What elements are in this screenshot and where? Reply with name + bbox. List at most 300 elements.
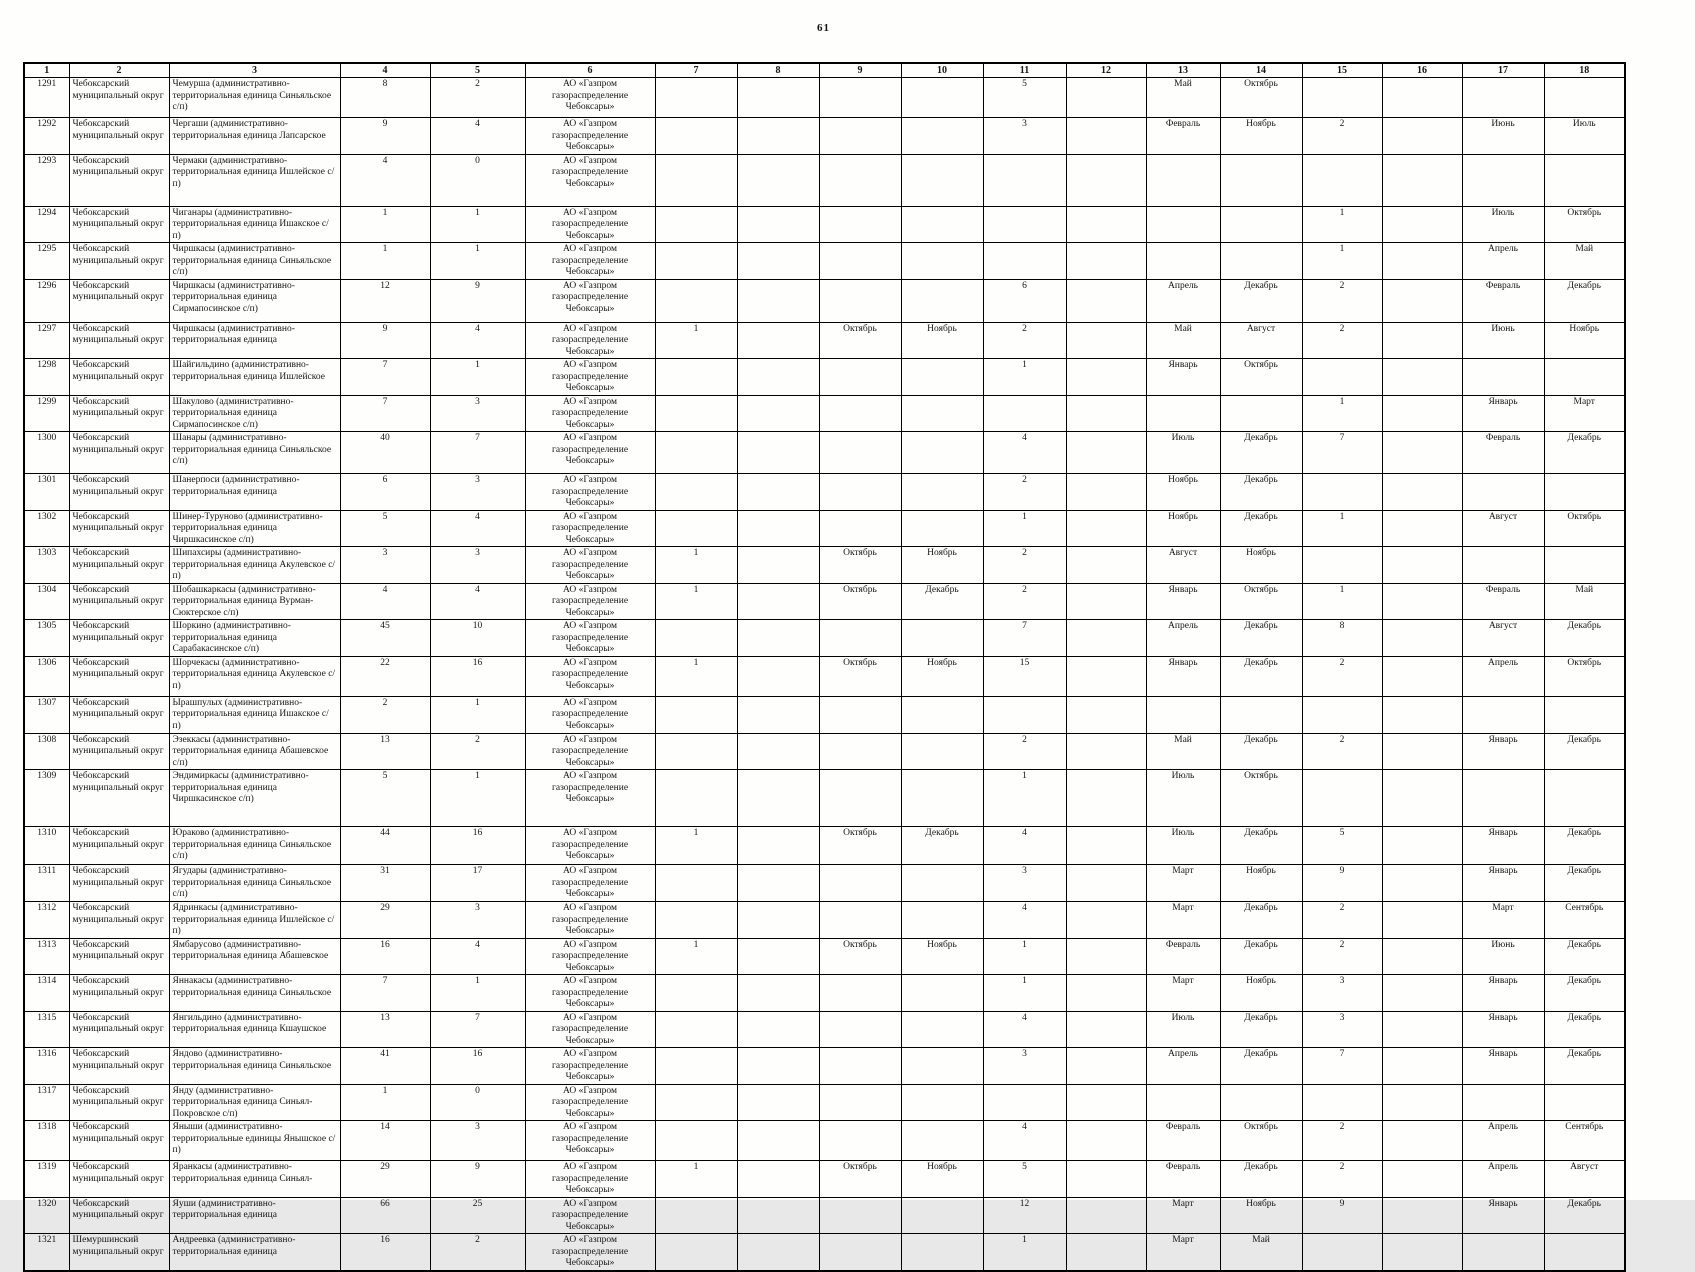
month-start-cell <box>819 118 901 155</box>
count-cell: 1 <box>1302 395 1382 432</box>
month-start-cell: Июнь <box>1462 322 1544 359</box>
month-end-cell <box>901 118 983 155</box>
organization-cell: АО «Газпром газораспределение Чебоксары» <box>525 938 655 975</box>
count-cell <box>655 359 737 396</box>
month-start-cell <box>819 865 901 902</box>
empty-cell <box>737 975 819 1012</box>
column-header: 16 <box>1382 63 1462 78</box>
empty-cell <box>1066 243 1146 280</box>
month-start-cell <box>819 154 901 206</box>
count-total-cell: 29 <box>340 1161 430 1198</box>
empty-cell <box>1066 547 1146 584</box>
table-body <box>24 78 1625 1271</box>
empty-cell <box>1382 395 1462 432</box>
empty-cell <box>1382 118 1462 155</box>
month-end-cell <box>1544 78 1625 118</box>
district-cell: Чебоксарский муниципальный округ <box>69 865 169 902</box>
month-start-cell: Октябрь <box>819 656 901 696</box>
row-number-cell: 1317 <box>24 1084 69 1121</box>
count-cell: 5 <box>983 1161 1066 1198</box>
organization-cell: АО «Газпром газораспределение Чебоксары» <box>525 1084 655 1121</box>
month-end-cell: Ноябрь <box>901 938 983 975</box>
count-cell: 16 <box>430 1048 525 1085</box>
count-total-cell: 4 <box>340 583 430 620</box>
count-total-cell: 7 <box>340 359 430 396</box>
settlement-cell: Яранкасы (административно-территориальная единица Синьял- <box>169 1161 340 1198</box>
month-start-cell <box>819 1197 901 1234</box>
count-cell: 1 <box>430 206 525 243</box>
table-row <box>24 902 1625 939</box>
table-row <box>24 474 1625 511</box>
month-start-cell: Июль <box>1146 827 1220 865</box>
month-end-cell: Декабрь <box>1544 279 1625 322</box>
empty-cell <box>1066 696 1146 733</box>
count-cell <box>655 206 737 243</box>
table-row <box>24 395 1625 432</box>
empty-cell <box>1066 359 1146 396</box>
settlement-cell: Чиршкасы (административно-территориальная единица Синьяльское с/п) <box>169 243 340 280</box>
district-cell: Чебоксарский муниципальный округ <box>69 547 169 584</box>
count-cell: 4 <box>983 1011 1066 1048</box>
row-number-cell: 1301 <box>24 474 69 511</box>
table-row <box>24 733 1625 770</box>
count-cell: 2 <box>983 547 1066 584</box>
month-end-cell <box>1220 696 1302 733</box>
month-end-cell: Август <box>1544 1161 1625 1198</box>
settlement-cell: Шинер-Туруново (административно-территориальная единица Чиршкасинское с/п) <box>169 510 340 547</box>
column-header: 17 <box>1462 63 1544 78</box>
row-number-cell: 1312 <box>24 902 69 939</box>
month-start-cell: Июнь <box>1462 938 1544 975</box>
count-cell: 4 <box>430 118 525 155</box>
month-start-cell: Январь <box>1462 975 1544 1012</box>
column-header: 14 <box>1220 63 1302 78</box>
count-total-cell: 41 <box>340 1048 430 1085</box>
settlement-cell: Андреевка (административно-территориальная единица <box>169 1234 340 1271</box>
count-cell: 4 <box>430 938 525 975</box>
empty-cell <box>1066 322 1146 359</box>
table-row <box>24 510 1625 547</box>
row-number-cell: 1296 <box>24 279 69 322</box>
empty-cell <box>737 583 819 620</box>
empty-cell <box>737 1197 819 1234</box>
empty-cell <box>1066 1234 1146 1271</box>
month-start-cell: Январь <box>1462 1048 1544 1085</box>
count-cell: 10 <box>430 620 525 657</box>
settlement-cell: Шоркино (административно-территориальная единица Сарабакасинское с/п) <box>169 620 340 657</box>
table-row <box>24 1121 1625 1161</box>
row-number-cell: 1320 <box>24 1197 69 1234</box>
count-cell: 2 <box>983 474 1066 511</box>
month-start-cell <box>819 975 901 1012</box>
count-cell: 9 <box>430 1161 525 1198</box>
count-total-cell: 66 <box>340 1197 430 1234</box>
count-cell <box>1302 474 1382 511</box>
settlement-cell: Чергаши (административно-территориальная единица Лапсарское <box>169 118 340 155</box>
count-cell <box>655 118 737 155</box>
empty-cell <box>1382 1197 1462 1234</box>
month-start-cell <box>819 206 901 243</box>
month-start-cell: Июль <box>1146 1011 1220 1048</box>
month-end-cell <box>901 733 983 770</box>
count-cell <box>655 78 737 118</box>
empty-cell <box>1066 1048 1146 1085</box>
empty-cell <box>737 770 819 827</box>
month-start-cell <box>1146 206 1220 243</box>
month-end-cell <box>901 78 983 118</box>
month-start-cell <box>819 279 901 322</box>
month-start-cell: Февраль <box>1146 118 1220 155</box>
row-number-cell: 1294 <box>24 206 69 243</box>
month-start-cell <box>1462 78 1544 118</box>
month-end-cell <box>901 206 983 243</box>
count-cell: 1 <box>655 656 737 696</box>
settlement-cell: Шипахсиры (административно-территориальная единица Акулевское с/п) <box>169 547 340 584</box>
empty-cell <box>1382 154 1462 206</box>
month-start-cell <box>819 243 901 280</box>
count-total-cell: 29 <box>340 902 430 939</box>
count-cell <box>655 395 737 432</box>
count-cell <box>983 1084 1066 1121</box>
district-cell: Чебоксарский муниципальный округ <box>69 1048 169 1085</box>
month-start-cell <box>819 1121 901 1161</box>
month-start-cell: Февраль <box>1462 279 1544 322</box>
month-end-cell <box>901 620 983 657</box>
row-number-cell: 1308 <box>24 733 69 770</box>
month-start-cell: Май <box>1146 78 1220 118</box>
empty-cell <box>1066 827 1146 865</box>
count-cell: 5 <box>983 78 1066 118</box>
district-cell: Чебоксарский муниципальный округ <box>69 733 169 770</box>
month-end-cell: Октябрь <box>1220 770 1302 827</box>
count-cell: 0 <box>430 1084 525 1121</box>
month-end-cell: Декабрь <box>1220 1048 1302 1085</box>
count-total-cell: 45 <box>340 620 430 657</box>
empty-cell <box>1382 78 1462 118</box>
count-cell: 1 <box>983 1234 1066 1271</box>
organization-cell: АО «Газпром газораспределение Чебоксары» <box>525 78 655 118</box>
table-row <box>24 78 1625 118</box>
month-start-cell: Январь <box>1462 395 1544 432</box>
month-start-cell <box>819 733 901 770</box>
empty-cell <box>737 1161 819 1198</box>
empty-cell <box>1066 118 1146 155</box>
month-start-cell <box>819 359 901 396</box>
count-cell: 2 <box>1302 902 1382 939</box>
organization-cell: АО «Газпром газораспределение Чебоксары» <box>525 583 655 620</box>
month-start-cell <box>1462 154 1544 206</box>
month-end-cell: Декабрь <box>1220 733 1302 770</box>
month-start-cell: Октябрь <box>819 827 901 865</box>
empty-cell <box>1382 432 1462 474</box>
settlement-cell: Чиршкасы (административно-территориальная единица <box>169 322 340 359</box>
table-row <box>24 322 1625 359</box>
count-total-cell: 1 <box>340 1084 430 1121</box>
organization-cell: АО «Газпром газораспределение Чебоксары» <box>525 975 655 1012</box>
month-start-cell <box>819 620 901 657</box>
count-cell: 25 <box>430 1197 525 1234</box>
count-cell: 6 <box>983 279 1066 322</box>
empty-cell <box>737 154 819 206</box>
count-cell: 9 <box>430 279 525 322</box>
month-start-cell: Октябрь <box>819 938 901 975</box>
row-number-cell: 1305 <box>24 620 69 657</box>
month-end-cell: Октябрь <box>1220 359 1302 396</box>
count-cell: 2 <box>430 78 525 118</box>
month-start-cell: Май <box>1146 733 1220 770</box>
month-start-cell: Июль <box>1146 432 1220 474</box>
count-cell: 1 <box>1302 583 1382 620</box>
month-start-cell <box>1146 154 1220 206</box>
month-end-cell: Декабрь <box>1544 938 1625 975</box>
month-end-cell: Декабрь <box>1544 1197 1625 1234</box>
month-start-cell: Февраль <box>1462 432 1544 474</box>
month-end-cell: Декабрь <box>1220 656 1302 696</box>
empty-cell <box>1066 1084 1146 1121</box>
month-start-cell: Январь <box>1462 733 1544 770</box>
month-end-cell <box>901 696 983 733</box>
count-total-cell: 2 <box>340 696 430 733</box>
count-total-cell: 6 <box>340 474 430 511</box>
count-cell: 4 <box>430 583 525 620</box>
organization-cell: АО «Газпром газораспределение Чебоксары» <box>525 1234 655 1271</box>
empty-cell <box>1382 359 1462 396</box>
count-cell <box>1302 696 1382 733</box>
empty-cell <box>1382 827 1462 865</box>
month-start-cell: Январь <box>1462 1011 1544 1048</box>
row-number-cell: 1310 <box>24 827 69 865</box>
organization-cell: АО «Газпром газораспределение Чебоксары» <box>525 770 655 827</box>
row-number-cell: 1293 <box>24 154 69 206</box>
empty-cell <box>737 243 819 280</box>
month-end-cell: Декабрь <box>901 583 983 620</box>
row-number-cell: 1300 <box>24 432 69 474</box>
month-start-cell <box>1462 474 1544 511</box>
count-cell: 3 <box>983 865 1066 902</box>
empty-cell <box>1382 656 1462 696</box>
empty-cell <box>1066 583 1146 620</box>
month-start-cell: Август <box>1462 510 1544 547</box>
empty-cell <box>1382 733 1462 770</box>
empty-cell <box>1066 432 1146 474</box>
month-start-cell: Январь <box>1146 656 1220 696</box>
count-cell: 9 <box>1302 1197 1382 1234</box>
schedule-table <box>23 62 1626 1272</box>
empty-cell <box>1382 696 1462 733</box>
count-cell: 9 <box>1302 865 1382 902</box>
row-number-cell: 1315 <box>24 1011 69 1048</box>
month-start-cell: Март <box>1146 1234 1220 1271</box>
count-total-cell: 16 <box>340 938 430 975</box>
month-start-cell <box>1462 547 1544 584</box>
count-cell: 2 <box>1302 733 1382 770</box>
empty-cell <box>1066 206 1146 243</box>
month-end-cell: Сентябрь <box>1544 1121 1625 1161</box>
district-cell: Чебоксарский муниципальный округ <box>69 770 169 827</box>
month-end-cell: Ноябрь <box>1220 975 1302 1012</box>
count-total-cell: 40 <box>340 432 430 474</box>
count-cell <box>1302 770 1382 827</box>
month-start-cell <box>819 395 901 432</box>
organization-cell: АО «Газпром газораспределение Чебоксары» <box>525 395 655 432</box>
month-start-cell <box>1146 395 1220 432</box>
count-cell: 3 <box>430 395 525 432</box>
settlement-cell: Яннакасы (административно-территориальная единица Синьяльское <box>169 975 340 1012</box>
count-cell: 1 <box>983 975 1066 1012</box>
empty-cell <box>1382 510 1462 547</box>
month-end-cell: Ноябрь <box>901 1161 983 1198</box>
empty-cell <box>1382 865 1462 902</box>
empty-cell <box>1066 938 1146 975</box>
month-end-cell <box>1220 243 1302 280</box>
month-end-cell <box>901 1234 983 1271</box>
settlement-cell: Чиршкасы (административно-территориальная единица Сирмапосинское с/п) <box>169 279 340 322</box>
organization-cell: АО «Газпром газораспределение Чебоксары» <box>525 1161 655 1198</box>
month-start-cell: Август <box>1462 620 1544 657</box>
month-end-cell: Декабрь <box>1544 1048 1625 1085</box>
district-cell: Чебоксарский муниципальный округ <box>69 620 169 657</box>
count-cell: 1 <box>983 359 1066 396</box>
month-end-cell: Октябрь <box>1220 583 1302 620</box>
settlement-cell: Ядринкасы (административно-территориальная единица Ишлейское с/п) <box>169 902 340 939</box>
month-end-cell <box>901 902 983 939</box>
count-cell <box>655 1197 737 1234</box>
month-end-cell <box>901 395 983 432</box>
table-row <box>24 432 1625 474</box>
month-end-cell: Декабрь <box>1220 279 1302 322</box>
count-cell: 0 <box>430 154 525 206</box>
district-cell: Чебоксарский муниципальный округ <box>69 583 169 620</box>
month-start-cell: Январь <box>1462 865 1544 902</box>
count-total-cell: 12 <box>340 279 430 322</box>
count-cell: 2 <box>1302 938 1382 975</box>
district-cell: Чебоксарский муниципальный округ <box>69 510 169 547</box>
empty-cell <box>1066 865 1146 902</box>
row-number-cell: 1297 <box>24 322 69 359</box>
empty-cell <box>1066 656 1146 696</box>
count-cell: 1 <box>430 243 525 280</box>
organization-cell: АО «Газпром газораспределение Чебоксары» <box>525 827 655 865</box>
count-cell <box>655 1048 737 1085</box>
organization-cell: АО «Газпром газораспределение Чебоксары» <box>525 902 655 939</box>
count-cell <box>983 243 1066 280</box>
district-cell: Шемуршинский муниципальный округ <box>69 1234 169 1271</box>
empty-cell <box>737 206 819 243</box>
month-end-cell: Декабрь <box>1544 733 1625 770</box>
organization-cell: АО «Газпром газораспределение Чебоксары» <box>525 322 655 359</box>
empty-cell <box>1066 975 1146 1012</box>
row-number-cell: 1319 <box>24 1161 69 1198</box>
settlement-cell: Чермаки (административно-территориальная единица Ишлейское с/п) <box>169 154 340 206</box>
count-cell <box>655 1234 737 1271</box>
empty-cell <box>737 78 819 118</box>
count-cell: 7 <box>1302 432 1382 474</box>
column-header: 8 <box>737 63 819 78</box>
organization-cell: АО «Газпром газораспределение Чебоксары» <box>525 359 655 396</box>
empty-cell <box>1382 206 1462 243</box>
month-start-cell <box>819 432 901 474</box>
month-end-cell: Ноябрь <box>1544 322 1625 359</box>
month-end-cell: Декабрь <box>1544 432 1625 474</box>
count-cell <box>655 1011 737 1048</box>
row-number-cell: 1311 <box>24 865 69 902</box>
count-cell: 3 <box>430 547 525 584</box>
table-row <box>24 865 1625 902</box>
district-cell: Чебоксарский муниципальный округ <box>69 395 169 432</box>
count-cell <box>655 510 737 547</box>
month-start-cell: Июль <box>1462 206 1544 243</box>
month-end-cell <box>901 770 983 827</box>
month-end-cell: Ноябрь <box>1220 118 1302 155</box>
month-end-cell: Октябрь <box>1220 78 1302 118</box>
count-cell <box>983 154 1066 206</box>
settlement-cell: Яндово (административно-территориальная единица Синьяльское <box>169 1048 340 1085</box>
empty-cell <box>737 733 819 770</box>
month-start-cell: Апрель <box>1462 243 1544 280</box>
month-end-cell: Октябрь <box>1220 1121 1302 1161</box>
empty-cell <box>737 620 819 657</box>
column-header: 15 <box>1302 63 1382 78</box>
count-cell <box>655 620 737 657</box>
organization-cell: АО «Газпром газораспределение Чебоксары» <box>525 1197 655 1234</box>
column-header: 11 <box>983 63 1066 78</box>
month-start-cell <box>1146 243 1220 280</box>
row-number-cell: 1306 <box>24 656 69 696</box>
organization-cell: АО «Газпром газораспределение Чебоксары» <box>525 1011 655 1048</box>
district-cell: Чебоксарский муниципальный округ <box>69 1011 169 1048</box>
count-cell: 2 <box>1302 1161 1382 1198</box>
month-end-cell <box>901 975 983 1012</box>
empty-cell <box>1066 279 1146 322</box>
row-number-cell: 1298 <box>24 359 69 396</box>
empty-cell <box>1066 733 1146 770</box>
count-cell: 3 <box>983 1048 1066 1085</box>
empty-cell <box>1066 1161 1146 1198</box>
month-end-cell: Октябрь <box>1544 510 1625 547</box>
district-cell: Чебоксарский муниципальный округ <box>69 432 169 474</box>
count-cell <box>1302 78 1382 118</box>
count-total-cell: 7 <box>340 395 430 432</box>
month-end-cell <box>1544 1234 1625 1271</box>
district-cell: Чебоксарский муниципальный округ <box>69 827 169 865</box>
month-end-cell <box>1544 696 1625 733</box>
empty-cell <box>737 1121 819 1161</box>
empty-cell <box>737 322 819 359</box>
month-start-cell <box>819 510 901 547</box>
settlement-cell: Яуши (административно-территориальная единица <box>169 1197 340 1234</box>
count-cell <box>655 770 737 827</box>
month-end-cell: Декабрь <box>1544 620 1625 657</box>
organization-cell: АО «Газпром газораспределение Чебоксары» <box>525 510 655 547</box>
empty-cell <box>1382 243 1462 280</box>
district-cell: Чебоксарский муниципальный округ <box>69 154 169 206</box>
column-header: 18 <box>1544 63 1625 78</box>
empty-cell <box>1066 770 1146 827</box>
count-cell <box>655 696 737 733</box>
count-total-cell: 31 <box>340 865 430 902</box>
table-row <box>24 1011 1625 1048</box>
month-start-cell: Февраль <box>1146 938 1220 975</box>
month-end-cell: Август <box>1220 322 1302 359</box>
month-end-cell: Декабрь <box>901 827 983 865</box>
month-end-cell <box>901 359 983 396</box>
count-cell: 4 <box>430 322 525 359</box>
table-row <box>24 620 1625 657</box>
district-cell: Чебоксарский муниципальный округ <box>69 359 169 396</box>
month-start-cell <box>819 696 901 733</box>
row-number-cell: 1309 <box>24 770 69 827</box>
month-end-cell <box>901 1197 983 1234</box>
